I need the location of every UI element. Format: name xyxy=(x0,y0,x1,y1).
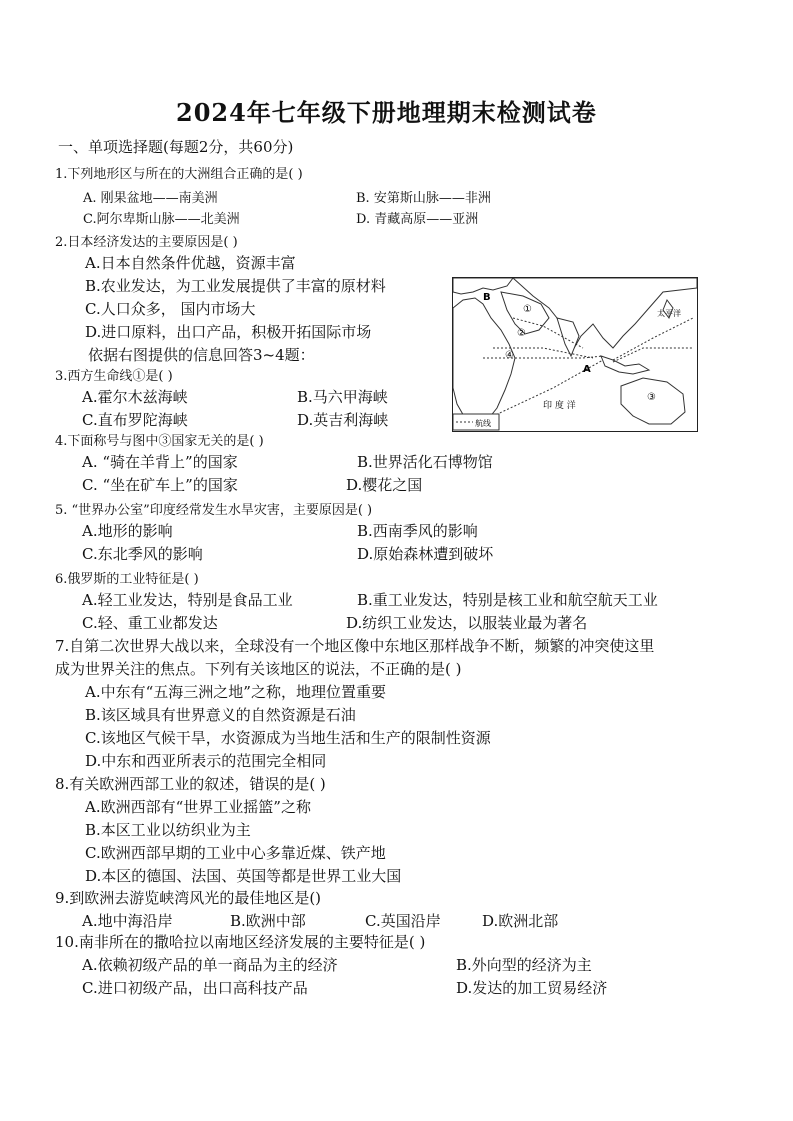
question-7-option-a: A.中东有“五海三洲之地”之称，地理位置重要 xyxy=(85,683,386,701)
map-marker-1: ① xyxy=(523,304,532,315)
question-1-option-d: D. 青藏高原——亚洲 xyxy=(356,212,479,227)
question-8-option-a: A.欧洲西部有“世界工业摇篮”之称 xyxy=(85,798,311,816)
question-9-option-d: D.欧洲北部 xyxy=(482,912,559,930)
question-9-option-c: C.英国沿岸 xyxy=(365,912,441,930)
question-1-option-c: C.阿尔卑斯山脉——北美洲 xyxy=(83,212,240,227)
question-2-option-c: C.人口众多， 国内市场大 xyxy=(85,300,256,318)
question-8-option-c: C.欧洲西部早期的工业中心多靠近煤、铁产地 xyxy=(85,844,386,862)
map-marker-2: ② xyxy=(517,328,526,339)
question-3-option-b: B.马六甲海峡 xyxy=(297,388,388,406)
shipping-route-map xyxy=(452,277,698,432)
question-2-option-d: D.进口原料，出口产品，积极开拓国际市场 xyxy=(85,323,372,341)
question-8-option-b: B.本区工业以纺织业为主 xyxy=(85,821,251,839)
question-4-option-d: D.樱花之国 xyxy=(346,476,423,494)
question-9-option-a: A.地中海沿岸 xyxy=(82,912,173,930)
map-marker-3: ③ xyxy=(647,392,656,403)
pacific-ocean-label: 太平洋 xyxy=(657,309,681,318)
question-7-option-b: B.该区域具有世界意义的自然资源是石油 xyxy=(85,706,356,724)
map-label-b: B xyxy=(483,292,491,303)
question-5-option-a: A.地形的影响 xyxy=(82,522,173,540)
question-8-option-d: D.本区的德国、法国、英国等都是世界工业大国 xyxy=(85,867,402,885)
question-4-option-c: C. “坐在矿车上”的国家 xyxy=(82,476,238,494)
indonesia-islands xyxy=(601,356,649,374)
question-6-option-b: B.重工业发达，特别是核工业和航空航天工业 xyxy=(357,591,658,609)
question-2-option-b: B.农业发达，为工业发展提供了丰富的原材料 xyxy=(85,277,386,295)
question-8-stem: 8.有关欧洲西部工业的叙述，错误的是( ) xyxy=(55,775,326,793)
question-6-option-c: C.轻、重工业都发达 xyxy=(82,614,218,632)
question-7-option-c: C.该地区气候干旱，水资源成为当地生活和生产的限制性资源 xyxy=(85,729,491,747)
map-marker-4: ④ xyxy=(505,350,514,361)
question-10-stem: 10.南非所在的撒哈拉以南地区经济发展的主要特征是( ) xyxy=(55,933,426,951)
legend-label: 航线 xyxy=(475,419,491,428)
question-10-option-b: B.外向型的经济为主 xyxy=(456,956,592,974)
question-3-stem: 3.西方生命线①是( ) xyxy=(55,369,173,384)
section-heading: 一、单项选择题(每题2分，共60分) xyxy=(58,138,294,156)
question-5-stem: 5. “世界办公室”印度经常发生水旱灾害，主要原因是( ) xyxy=(55,503,373,518)
question-6-option-d: D.纺织工业发达，以服装业最为著名 xyxy=(346,614,588,632)
question-2-stem: 2.日本经济发达的主要原因是( ) xyxy=(55,235,238,250)
question-7-stem-line1: 7.自第二次世界大战以来，全球没有一个地区像中东地区那样战争不断，频繁的冲突使这里 xyxy=(55,637,655,655)
question-1-stem: 1.下列地形区与所在的大洲组合正确的是( ) xyxy=(55,167,303,182)
question-6-option-a: A.轻工业发达，特别是食品工业 xyxy=(82,591,293,609)
route-6 xyxy=(613,348,693,362)
question-1-option-b: B. 安第斯山脉——非洲 xyxy=(356,191,491,206)
question-10-option-a: A.依赖初级产品的单一商品为主的经济 xyxy=(82,956,338,974)
indian-ocean-label: 印 度 洋 xyxy=(543,401,576,411)
question-4-option-a: A. “骑在羊背上”的国家 xyxy=(82,453,238,471)
question-5-option-c: C.东北季风的影响 xyxy=(82,545,203,563)
question-2-option-a: A.日本自然条件优越，资源丰富 xyxy=(85,254,296,272)
question-3-option-c: C.直布罗陀海峡 xyxy=(82,411,188,429)
question-7-stem-line2: 成为世界关注的焦点。下列有关该地区的说法，不正确的是( ) xyxy=(55,660,462,678)
map-instruction: 依据右图提供的信息回答3~4题： xyxy=(88,346,315,364)
question-10-option-d: D.发达的加工贸易经济 xyxy=(456,979,608,997)
question-4-option-b: B.世界活化石博物馆 xyxy=(357,453,493,471)
question-7-option-d: D.中东和西亚所表示的范围完全相同 xyxy=(85,752,327,770)
question-4-stem: 4.下面称号与图中③国家无关的是( ) xyxy=(55,434,264,449)
africa-landmass xyxy=(453,298,515,424)
map-label-a: A xyxy=(583,364,591,375)
question-10-option-c: C.进口初级产品，出口高科技产品 xyxy=(82,979,308,997)
question-9-option-b: B.欧洲中部 xyxy=(230,912,306,930)
question-6-stem: 6.俄罗斯的工业特征是( ) xyxy=(55,572,199,587)
question-5-option-d: D.原始森林遭到破坏 xyxy=(357,545,494,563)
question-1-option-a: A. 刚果盆地——南美洲 xyxy=(83,191,218,206)
question-9-stem: 9.到欧洲去游览峡湾风光的最佳地区是() xyxy=(55,889,322,907)
question-3-option-d: D.英吉利海峡 xyxy=(297,411,389,429)
page-title: 2024年七年级下册地理期末检测试卷 xyxy=(176,98,597,127)
question-5-option-b: B.西南季风的影响 xyxy=(357,522,478,540)
question-3-option-a: A.霍尔木兹海峡 xyxy=(82,388,188,406)
